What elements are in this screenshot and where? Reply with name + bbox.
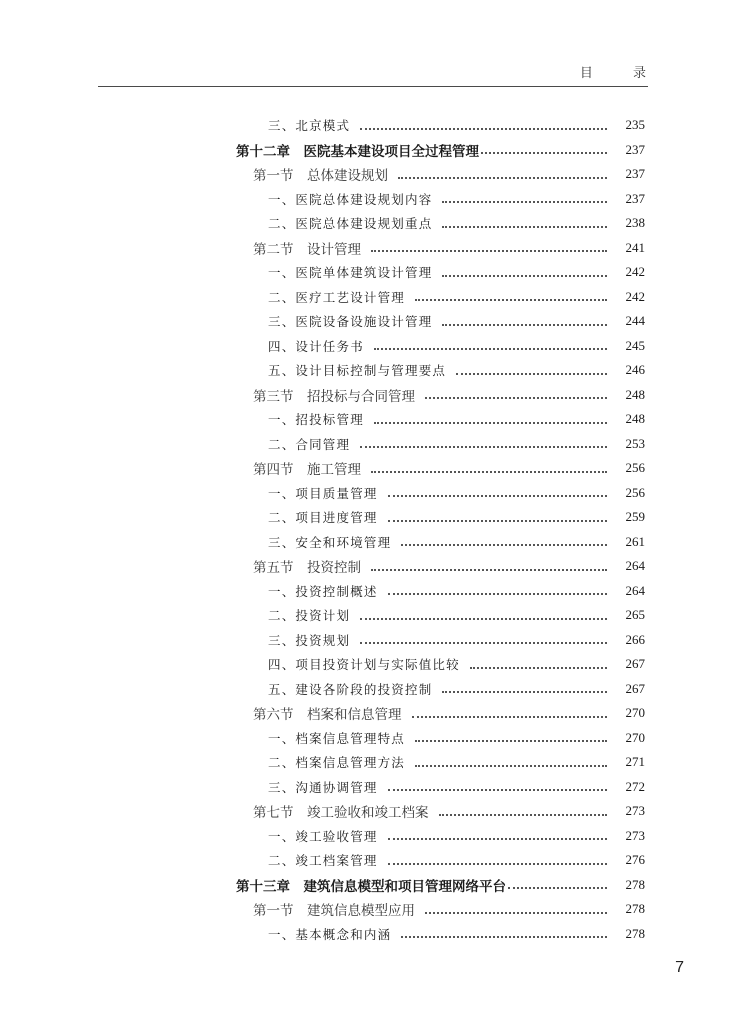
toc-entry-item (0, 604, 645, 626)
toc-entry-chapter (0, 874, 645, 896)
toc-entry-label: 三、北京模式 (268, 118, 351, 133)
toc-entry-item (0, 188, 645, 210)
toc-entry-label: 二、医院总体建设规划重点 (268, 216, 433, 231)
toc-entry-page: 237 (625, 141, 645, 157)
dot-leader (371, 568, 607, 571)
dot-leader (398, 176, 607, 179)
toc-entry-page: 259 (625, 509, 645, 524)
toc-entry-label: 第一节 建筑信息模型应用 (253, 903, 415, 919)
dot-leader (415, 739, 607, 742)
dot-leader (412, 715, 608, 718)
dot-leader (388, 788, 607, 791)
toc-entry-item (0, 580, 645, 602)
toc-entry-item (0, 849, 645, 871)
toc-entry-page: 261 (625, 533, 645, 549)
dot-leader (360, 641, 607, 644)
toc-entry-page: 264 (625, 582, 645, 598)
toc-entry-page: 248 (625, 411, 645, 426)
toc-entry-page: 267 (625, 656, 645, 671)
toc-entry-label: 一、项目质量管理 (268, 485, 378, 501)
page-header (98, 50, 664, 87)
toc-entry-label: 第三节 招投标与合同管理 (253, 388, 415, 405)
dot-leader (374, 421, 607, 424)
toc-entry-label: 三、沟通协调管理 (268, 779, 378, 795)
dot-leader (425, 396, 607, 399)
toc-entry-item (0, 531, 645, 553)
toc-entry-page: 266 (625, 631, 645, 647)
toc-entry-page: 256 (625, 460, 645, 475)
toc-entry-section (0, 702, 645, 724)
dot-leader (388, 519, 607, 522)
dot-leader (442, 323, 607, 326)
toc-entry-label: 第十三章 建筑信息模型和项目管理网络平台 (236, 878, 506, 895)
toc-entry-page: 273 (625, 803, 645, 818)
dot-leader (442, 225, 607, 228)
toc-entry-item (0, 727, 645, 749)
toc-entry-item (0, 482, 645, 504)
toc-entry-page: 238 (625, 215, 645, 230)
toc-entry-label: 二、竣工档案管理 (268, 853, 378, 868)
toc-entry-label: 一、投资控制概述 (268, 583, 378, 599)
toc-entry-item (0, 751, 645, 773)
dot-leader (442, 274, 607, 277)
dot-leader (415, 298, 607, 301)
toc-entry-label: 三、投资规划 (268, 632, 351, 648)
toc-entry-page: 242 (625, 288, 645, 304)
toc-entry-label: 一、基本概念和内涵 (268, 926, 392, 942)
toc-entry-page: 237 (625, 166, 645, 181)
toc-entry-label: 一、竣工验收管理 (268, 828, 378, 844)
dot-leader (508, 886, 607, 889)
toc-entry-label: 第四节 施工管理 (253, 462, 361, 478)
toc-entry-label: 四、设计任务书 (268, 338, 364, 354)
dot-leader (360, 617, 607, 620)
dot-leader (442, 690, 607, 693)
toc-entry-item (0, 825, 645, 847)
toc-entry-item (0, 506, 645, 528)
dot-leader (374, 347, 607, 350)
toc-entry-item (0, 114, 645, 136)
dot-leader (456, 372, 607, 375)
dot-leader (425, 911, 607, 914)
toc-entry-label: 二、投资计划 (268, 608, 351, 623)
toc-entry-label: 第六节 档案和信息管理 (253, 707, 402, 723)
toc-entry-label: 二、合同管理 (268, 436, 351, 452)
toc-entry-label: 一、招投标管理 (268, 412, 364, 427)
header-title: 目 录 (579, 66, 664, 81)
toc-entry-page: 276 (625, 852, 645, 867)
toc-entry-page: 235 (625, 117, 645, 132)
toc-entry-label: 二、档案信息管理方法 (268, 755, 406, 770)
toc-entry-label: 第五节 投资控制 (253, 560, 361, 576)
toc-entry-item (0, 923, 645, 945)
toc-entry-label: 第七节 竣工验收和竣工档案 (253, 805, 429, 821)
toc-entry-label: 二、项目进度管理 (268, 510, 378, 525)
toc-entry-page: 272 (625, 778, 645, 794)
dot-leader (415, 764, 607, 767)
toc-entry-page: 242 (625, 264, 645, 279)
toc-entry-page: 253 (625, 435, 645, 451)
toc-entry-section (0, 800, 645, 822)
toc-entry-chapter (0, 139, 645, 161)
toc-entry-page: 270 (625, 729, 645, 745)
toc-entry-page: 256 (625, 484, 645, 500)
dot-leader (442, 200, 607, 203)
toc-entry-page: 271 (625, 754, 645, 769)
dot-leader (388, 494, 607, 497)
toc-entry-page: 270 (625, 705, 645, 720)
toc-entry-page: 241 (625, 239, 645, 255)
dot-leader (360, 127, 607, 130)
toc-entry-label: 三、医院设备设施设计管理 (268, 314, 433, 329)
dot-leader (388, 837, 607, 840)
toc-entry-page: 278 (625, 925, 645, 941)
toc-entry-page: 245 (625, 337, 645, 353)
toc-entry-label: 五、建设各阶段的投资控制 (268, 681, 433, 697)
toc-entry-page: 244 (625, 313, 645, 328)
toc-entry-item (0, 653, 645, 675)
toc-entry-section (0, 457, 645, 479)
toc-entry-item (0, 678, 645, 700)
toc-entry-item (0, 776, 645, 798)
dot-leader (401, 935, 607, 938)
dot-leader (470, 666, 607, 669)
toc-entry-page: 265 (625, 607, 645, 622)
toc-entry-page: 248 (625, 386, 645, 402)
toc-entry-page: 273 (625, 827, 645, 843)
toc-entry-label: 一、医院总体建设规划内容 (268, 191, 433, 207)
toc-entry-label: 一、档案信息管理特点 (268, 730, 406, 746)
dot-leader (388, 592, 607, 595)
toc-entry-page: 278 (625, 901, 645, 916)
toc-entry-label: 五、设计目标控制与管理要点 (268, 363, 447, 378)
toc-entry-page: 237 (625, 190, 645, 206)
dot-leader (439, 813, 608, 816)
dot-leader (481, 151, 607, 154)
toc-entry-label: 第一节 总体建设规划 (253, 168, 388, 184)
toc-entry-label: 第二节 设计管理 (253, 241, 361, 258)
toc-entry-section (0, 237, 645, 259)
dot-leader (371, 470, 607, 473)
toc-entry-label: 二、医疗工艺设计管理 (268, 289, 406, 305)
toc-entry-item (0, 335, 645, 357)
dot-leader (388, 862, 607, 865)
dot-leader (360, 445, 607, 448)
toc-entry-page: 246 (625, 362, 645, 377)
toc-entry-section (0, 384, 645, 406)
toc-entry-section (0, 555, 645, 577)
toc-entry-label: 四、项目投资计划与实际值比较 (268, 657, 460, 672)
toc-entry-label: 三、安全和环境管理 (268, 534, 392, 550)
toc-entry-label: 第十二章 医院基本建设项目全过程管理 (236, 143, 479, 160)
toc-entry-item (0, 629, 645, 651)
page-number: 7 (675, 959, 684, 976)
toc-entry-item (0, 212, 645, 234)
toc-entry-item (0, 310, 645, 332)
dot-leader (401, 543, 607, 546)
toc-entry-page: 264 (625, 558, 645, 573)
dot-leader (371, 249, 607, 252)
toc-entry-page: 278 (625, 876, 645, 892)
toc-entry-page: 267 (625, 680, 645, 696)
toc-entry-section (0, 163, 645, 185)
toc-entry-item (0, 359, 645, 381)
toc-entry-item (0, 286, 645, 308)
toc-entry-section (0, 898, 645, 920)
toc-entry-item (0, 408, 645, 430)
toc-entry-item (0, 261, 645, 283)
toc-entry-item (0, 433, 645, 455)
toc-entry-label: 一、医院单体建筑设计管理 (268, 265, 433, 280)
